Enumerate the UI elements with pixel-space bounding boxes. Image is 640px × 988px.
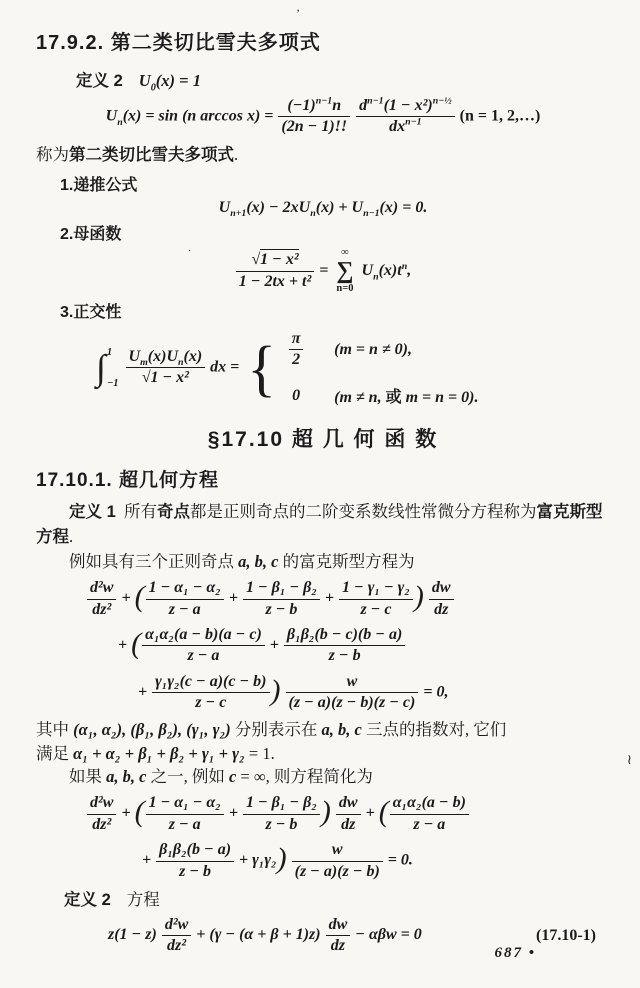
item-recurrence: 1.递推公式 (60, 176, 138, 194)
fuchs-equation-line-1: $\frac{\text{d²w}}{\text{dz²}}$ + ( $\frac{\text{1 − α₁ − α₂}}{z - a}$ + $\frac{\text{1 − β₁ − β₂}}{z - b}$ + $\frac{\text{1 − γ₁ − γ₂}}{z - c}$ ) $\frac{dw}{dz}$ (86, 577, 610, 621)
fuchs-equation-line-3: + $\frac{\text{γ₁γ₂(c − a)(c − b)}}{z - c}$ ) $\frac{w}{(z - a)(z - b)(z - c)}$ = 0, (138, 672, 449, 712)
definition-2-label: 定义 2 (76, 72, 123, 90)
cases-brace: { (247, 332, 277, 403)
cases-block (247, 328, 478, 408)
scan-artifact-squiggle: ≀ (626, 753, 632, 768)
definition-1-label: 定义 1 (69, 503, 116, 522)
chapter-heading-1710: §17.10 超 几 何 函 数 (207, 428, 439, 452)
formula-un: $U_n(x) = \sin (n$ arccos x) = $\frac{(-1)^{n-1}n}{(2n - 1)!!}$ $d^{n-1}(1 - x^2)^{n-\frac{1}{2}}$ $dx^{n-1}$ (n = 1, 2,…) (105, 95, 541, 136)
item-generating-function: 2.母函数 (60, 225, 122, 243)
exponent-pairs-paragraph: 其中 (α₁, α₂), (β₁, β₂), (γ₁, γ₂) 分别表示在 a, b, c 三点的指数对, 它们 满足 α₁ + α₂ + β₁ + β₂ + γ₁ + γ₂ = 1. (36, 719, 507, 763)
case-row-2 (282, 384, 478, 407)
scan-artifact-tick: ’ (296, 6, 300, 20)
definition-1-text: 所有奇点都是正则奇点的二阶变系数线性常微分方程称为富克斯型方程. (36, 502, 603, 547)
simplified-equation-line-2: + $\frac{\text{β₁β₂(b − a)}}{z - b}$ + γ₁γ₂) $\frac{w}{(z - a)(z - b)}$ = 0. (142, 841, 413, 880)
case-2-value: 0 (292, 386, 301, 404)
formula-orthogonality (96, 328, 610, 408)
section-heading-1792: 17.9.2. 第二类切比雪夫多项式 (36, 32, 321, 54)
item-orthogonality: 3.正交性 (60, 303, 122, 321)
scan-artifact-dot: · (188, 246, 192, 257)
formula-recurrence: $U_{n+1}(x) - 2xU_n(x) + U_{n-1}(x) = 0$. (218, 198, 428, 219)
case-2-condition: (m ≠ n, 或 m = n = 0). (334, 389, 479, 407)
case-1-value: $\frac{\pi}{2}$ (282, 328, 310, 372)
simplified-equation-line-1: $\frac{\text{d²w}}{\text{dz²}}$ + ( $\frac{\text{1 − α₁ − α₂}}{z - a}$ + $\frac{\text{1 − β₁ − β₂}}{z - b}$ ) $\frac{dw}{dz}$ + ( $\frac{\text{α₁α₂(a − b)}}{z - a}$ (86, 792, 610, 836)
if-simplify-line: 如果 a, b, c 之一, 例如 c = ∞, 则方程简化为 (69, 767, 373, 787)
cases-rows (282, 328, 478, 408)
definition-1-paragraph (36, 500, 610, 550)
section-heading-17101: 17.10.1. 超几何方程 (36, 470, 219, 492)
definition-2-line (76, 67, 610, 94)
equation-number-tag: (17.10-1) (536, 926, 596, 944)
definition-2-math: $U_0(x) = 1$ (138, 71, 201, 94)
hypergeometric-equation: z(1 − z) $\frac{\text{d²w}}{\text{dz²}}$ + (γ − (α + β + 1)z) $\frac{dw}{dz}$ − αβw = 0 (108, 915, 422, 955)
called-line: 称为第二类切比雪夫多项式. (36, 144, 239, 164)
case-1-condition: (m = n ≠ 0), (334, 340, 413, 358)
example-intro: 例如具有三个正则奇点 a, b, c 的富克斯型方程为 (69, 552, 415, 572)
definition-2-equation-line (64, 886, 610, 910)
definition-2-word: 方程 (126, 889, 160, 909)
definition-2-label-hyper: 定义 2 (64, 890, 111, 909)
formula-generating: $\frac{\text{√1 − x²}}{\text{1 − 2tx + t²}}$ = ∞ ∑ n=0 $U_n(x)t^n$, (36, 248, 610, 295)
fuchs-equation-line-2: + ( $\frac{\text{α₁α₂(a − b)(a − c)}}{z - a}$ + $\frac{\text{β₁β₂(b − c)(b − a)}}{z - b}$ (118, 624, 610, 668)
orthogonality-lhs: ∫ 1 −1 $\frac{U_m(x)U_n(x)}{\text{√1 − x²}}$ dx = (96, 346, 240, 389)
page-number: 687 • (494, 945, 536, 961)
case-row-1 (282, 328, 478, 372)
